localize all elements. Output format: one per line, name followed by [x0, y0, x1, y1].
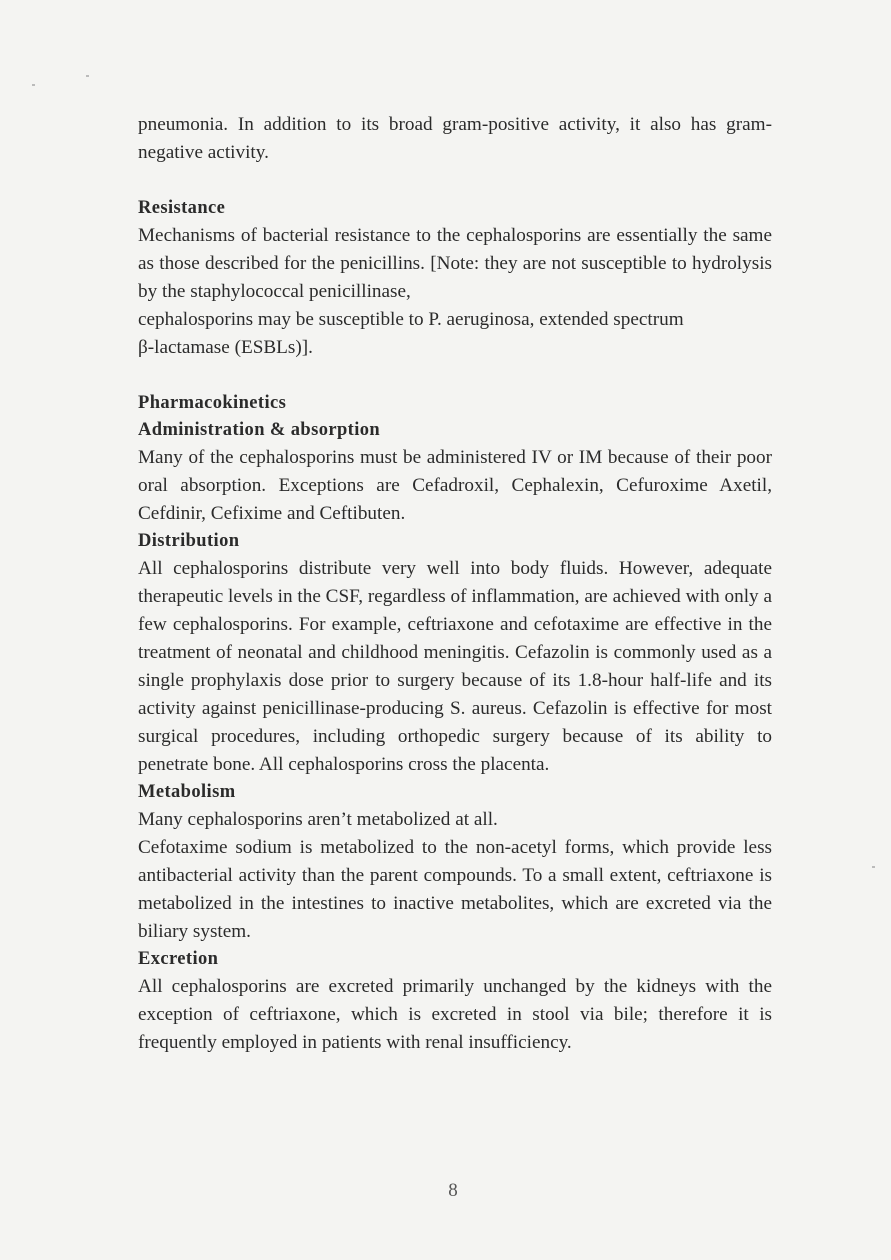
section-gap	[138, 167, 772, 195]
document-page	[138, 111, 772, 1057]
distribution-heading: Distribution	[138, 531, 240, 551]
intro-paragraph: pneumonia. In addition to its broad gram-positive activity, it also has gram-negative activity.	[138, 114, 772, 163]
metabolism-heading: Metabolism	[138, 782, 236, 802]
section-gap	[138, 362, 772, 390]
resistance-paragraph-continued: cephalosporins may be susceptible to P. aeruginosa, extended spectrum	[138, 309, 684, 330]
metabolism-paragraph: Cefotaxime sodium is metabolized to the non-acetyl forms, which provide less antibacterial activity than the parent compounds. To a small extent, ceftriaxone is metabolized in the intestines to inactive metabolites, which are excreted via the biliary system.	[138, 837, 772, 942]
scan-speck	[86, 75, 89, 77]
pharmacokinetics-heading: Pharmacokinetics	[138, 393, 287, 413]
distribution-paragraph: All cephalosporins distribute very well into body fluids. However, adequate therapeutic levels in the CSF, regardless of inflammation, are achieved with only a few cephalosporins. For example, ceftriaxone and cefotaxime are effective in the treatment of neonatal and childhood meningitis. Cefazolin is commonly used as a single prophylaxis dose prior to surgery because of its 1.8-hour half-life and its activity against penicillinase-producing S. aureus. Cefazolin is effective for most surgical procedures, including orthopedic surgery because of its ability to penetrate bone. All cephalosporins cross the placenta.	[138, 558, 772, 775]
excretion-heading: Excretion	[138, 949, 219, 969]
resistance-heading: Resistance	[138, 198, 226, 218]
excretion-paragraph: All cephalosporins are excreted primarily unchanged by the kidneys with the exception of ceftriaxone, which is excreted in stool via bile; therefore it is frequently employed in patients with renal insufficiency.	[138, 976, 772, 1053]
scan-speck	[872, 866, 875, 868]
page-number: 8	[448, 1180, 458, 1201]
resistance-paragraph-end: β-lactamase (ESBLs)].	[138, 337, 313, 358]
administration-paragraph: Many of the cephalosporins must be administered IV or IM because of their poor oral absorption. Exceptions are Cefadroxil, Cephalexin, Cefuroxime Axetil, Cefdinir, Cefixime and Ceftibuten.	[138, 447, 772, 524]
resistance-paragraph: Mechanisms of bacterial resistance to the cephalosporins are essentially the same as those described for the penicillins. [Note: they are not susceptible to hydrolysis by the staphylococcal penicillinase,	[138, 225, 772, 302]
metabolism-first-line: Many cephalosporins aren’t metabolized at all.	[138, 809, 498, 830]
scan-speck	[32, 84, 35, 86]
administration-heading: Administration & absorption	[138, 420, 381, 440]
